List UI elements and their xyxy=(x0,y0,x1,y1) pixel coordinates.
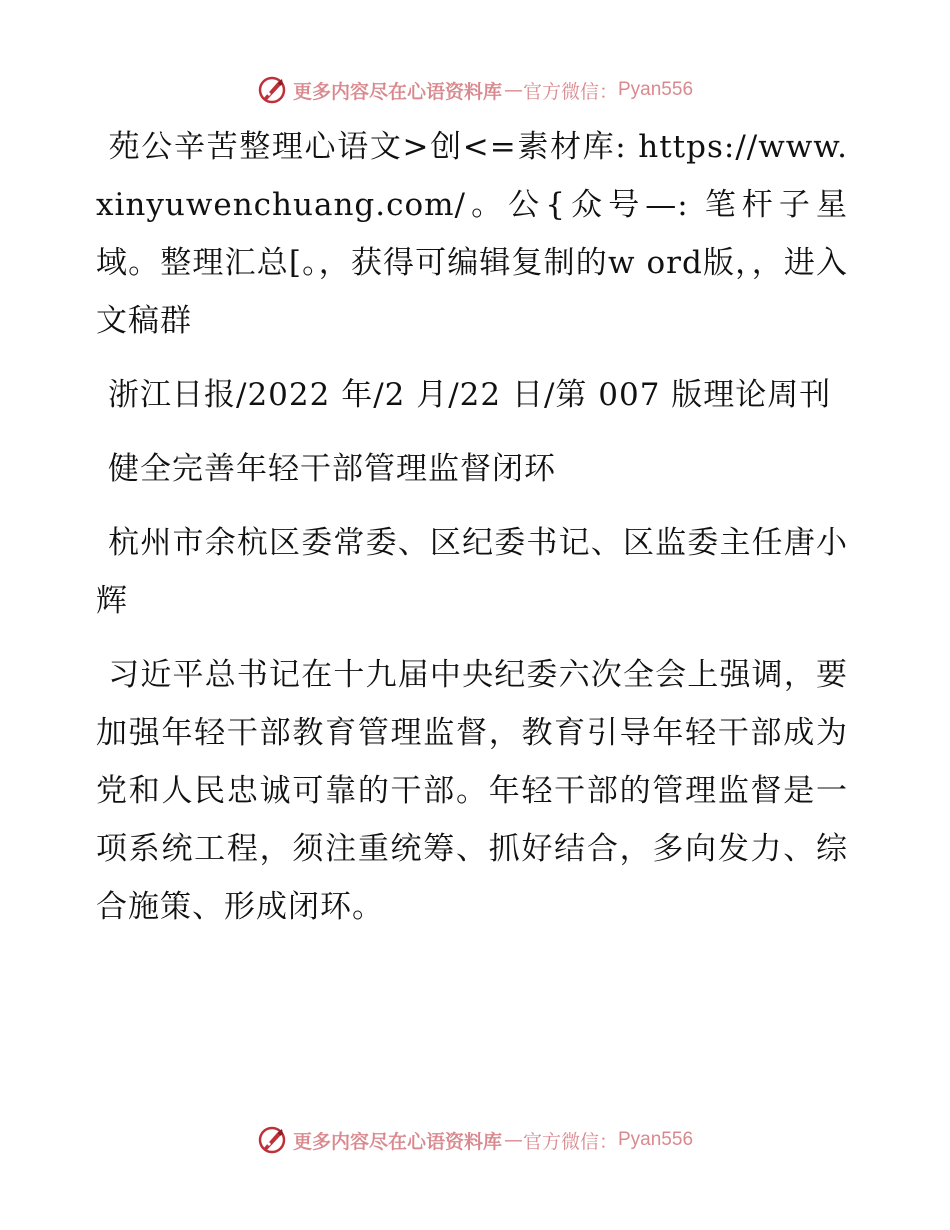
document-body xyxy=(96,118,848,952)
intro-notice-text: 苑公辛苦整理心语文>创<=素材库: https://www.xinyuwenchuang.com/。公{众号—: 笔杆子星域。整理汇总[。，获得可编辑复制的w ord版，，进入文稿群 xyxy=(96,129,848,339)
article-title-text: 健全完善年轻干部管理监督闭环 xyxy=(108,451,556,487)
banner-wechat-label: 官方微信： xyxy=(522,80,618,103)
banner-slogan: 更多内容尽在心语资料库 xyxy=(292,1130,502,1153)
banner-separator: — xyxy=(503,79,523,101)
banner-wechat-id: Pyan556 xyxy=(618,79,694,100)
banner-wechat-label: 官方微信： xyxy=(522,1130,618,1153)
article-title xyxy=(96,440,848,498)
banner-separator: — xyxy=(503,1129,523,1151)
author-line-text: 杭州市余杭区委常委、区纪委书记、区监委主任唐小辉 xyxy=(96,525,848,619)
body-paragraph xyxy=(96,646,848,936)
source-line-text: 浙江日报/2022 年/2 月/22 日/第 007 版理论周刊 xyxy=(108,377,832,413)
quill-pen-logo-icon xyxy=(257,75,287,105)
author-line xyxy=(96,514,848,630)
quill-pen-logo-icon xyxy=(257,1125,287,1155)
banner-slogan: 更多内容尽在心语资料库 xyxy=(292,80,502,103)
footer-banner xyxy=(0,1122,950,1158)
header-banner xyxy=(0,72,950,108)
source-line xyxy=(96,366,848,424)
body-paragraph-text: 习近平总书记在十九届中央纪委六次全会上强调，要加强年轻干部教育管理监督，教育引导年轻干部成为党和人民忠诚可靠的干部。年轻干部的管理监督是一项系统工程，须注重统筹、抓好结合，多向发力、综合施策、形成闭环。 xyxy=(96,657,848,925)
banner-wechat-id: Pyan556 xyxy=(618,1129,694,1150)
intro-notice-paragraph xyxy=(96,118,848,350)
